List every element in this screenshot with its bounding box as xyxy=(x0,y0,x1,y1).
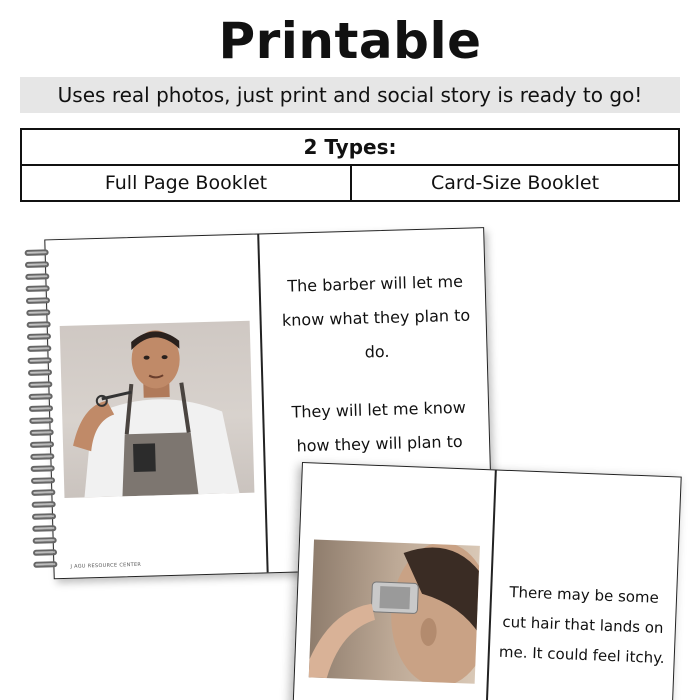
barber-with-scissors-photo xyxy=(60,321,255,498)
spiral-coil xyxy=(32,525,56,532)
spiral-coil xyxy=(31,477,55,484)
spiral-coil xyxy=(26,309,50,316)
spiral-coil xyxy=(27,333,51,340)
spiral-coil xyxy=(33,549,57,556)
spiral-coil xyxy=(26,285,50,292)
page-divider xyxy=(257,234,268,572)
spiral-coil xyxy=(28,357,52,364)
spiral-coil xyxy=(29,393,53,400)
spiral-coil xyxy=(30,441,54,448)
spiral-coil xyxy=(27,321,51,328)
subtitle-text: Uses real photos, just print and social story is ready to go! xyxy=(57,83,643,107)
subtitle-banner xyxy=(20,77,680,113)
spiral-coil xyxy=(27,345,51,352)
types-heading: 2 Types: xyxy=(22,130,678,166)
spiral-coil xyxy=(29,417,53,424)
haircut-illustration xyxy=(309,540,480,684)
haircut-clippers-photo xyxy=(309,540,480,684)
card-size-booklet-preview xyxy=(292,462,682,700)
booklet-text-block xyxy=(272,264,482,464)
page-title: Printable xyxy=(218,12,482,70)
spiral-coil xyxy=(33,537,57,544)
spiral-coil xyxy=(32,501,56,508)
spiral-coil xyxy=(28,381,52,388)
spiral-coil xyxy=(31,489,55,496)
booklet-text-2: They will let me know how they will plan to xyxy=(291,397,467,456)
spiral-coil xyxy=(26,297,50,304)
spiral-coil xyxy=(33,561,57,568)
spiral-coil xyxy=(28,369,52,376)
credit-footer: J AGU RESOURCE CENTER xyxy=(70,561,142,570)
barber-illustration xyxy=(60,321,255,498)
card-text: There may be some cut hair that lands on me. It could feel itchy. xyxy=(498,583,665,668)
spiral-coil xyxy=(30,453,54,460)
spiral-coil xyxy=(30,429,54,436)
type-card-size: Card-Size Booklet xyxy=(350,166,678,200)
spiral-coil xyxy=(25,261,49,268)
spiral-coil xyxy=(29,405,53,412)
spiral-coil xyxy=(31,465,55,472)
spiral-coil xyxy=(25,249,49,256)
booklet-text-1: The barber will let me know what they plan to do. xyxy=(281,271,471,362)
type-full-page: Full Page Booklet xyxy=(104,172,268,194)
spiral-coil xyxy=(25,273,49,280)
types-row xyxy=(22,166,678,200)
types-table xyxy=(20,128,680,202)
spiral-coil xyxy=(32,513,56,520)
